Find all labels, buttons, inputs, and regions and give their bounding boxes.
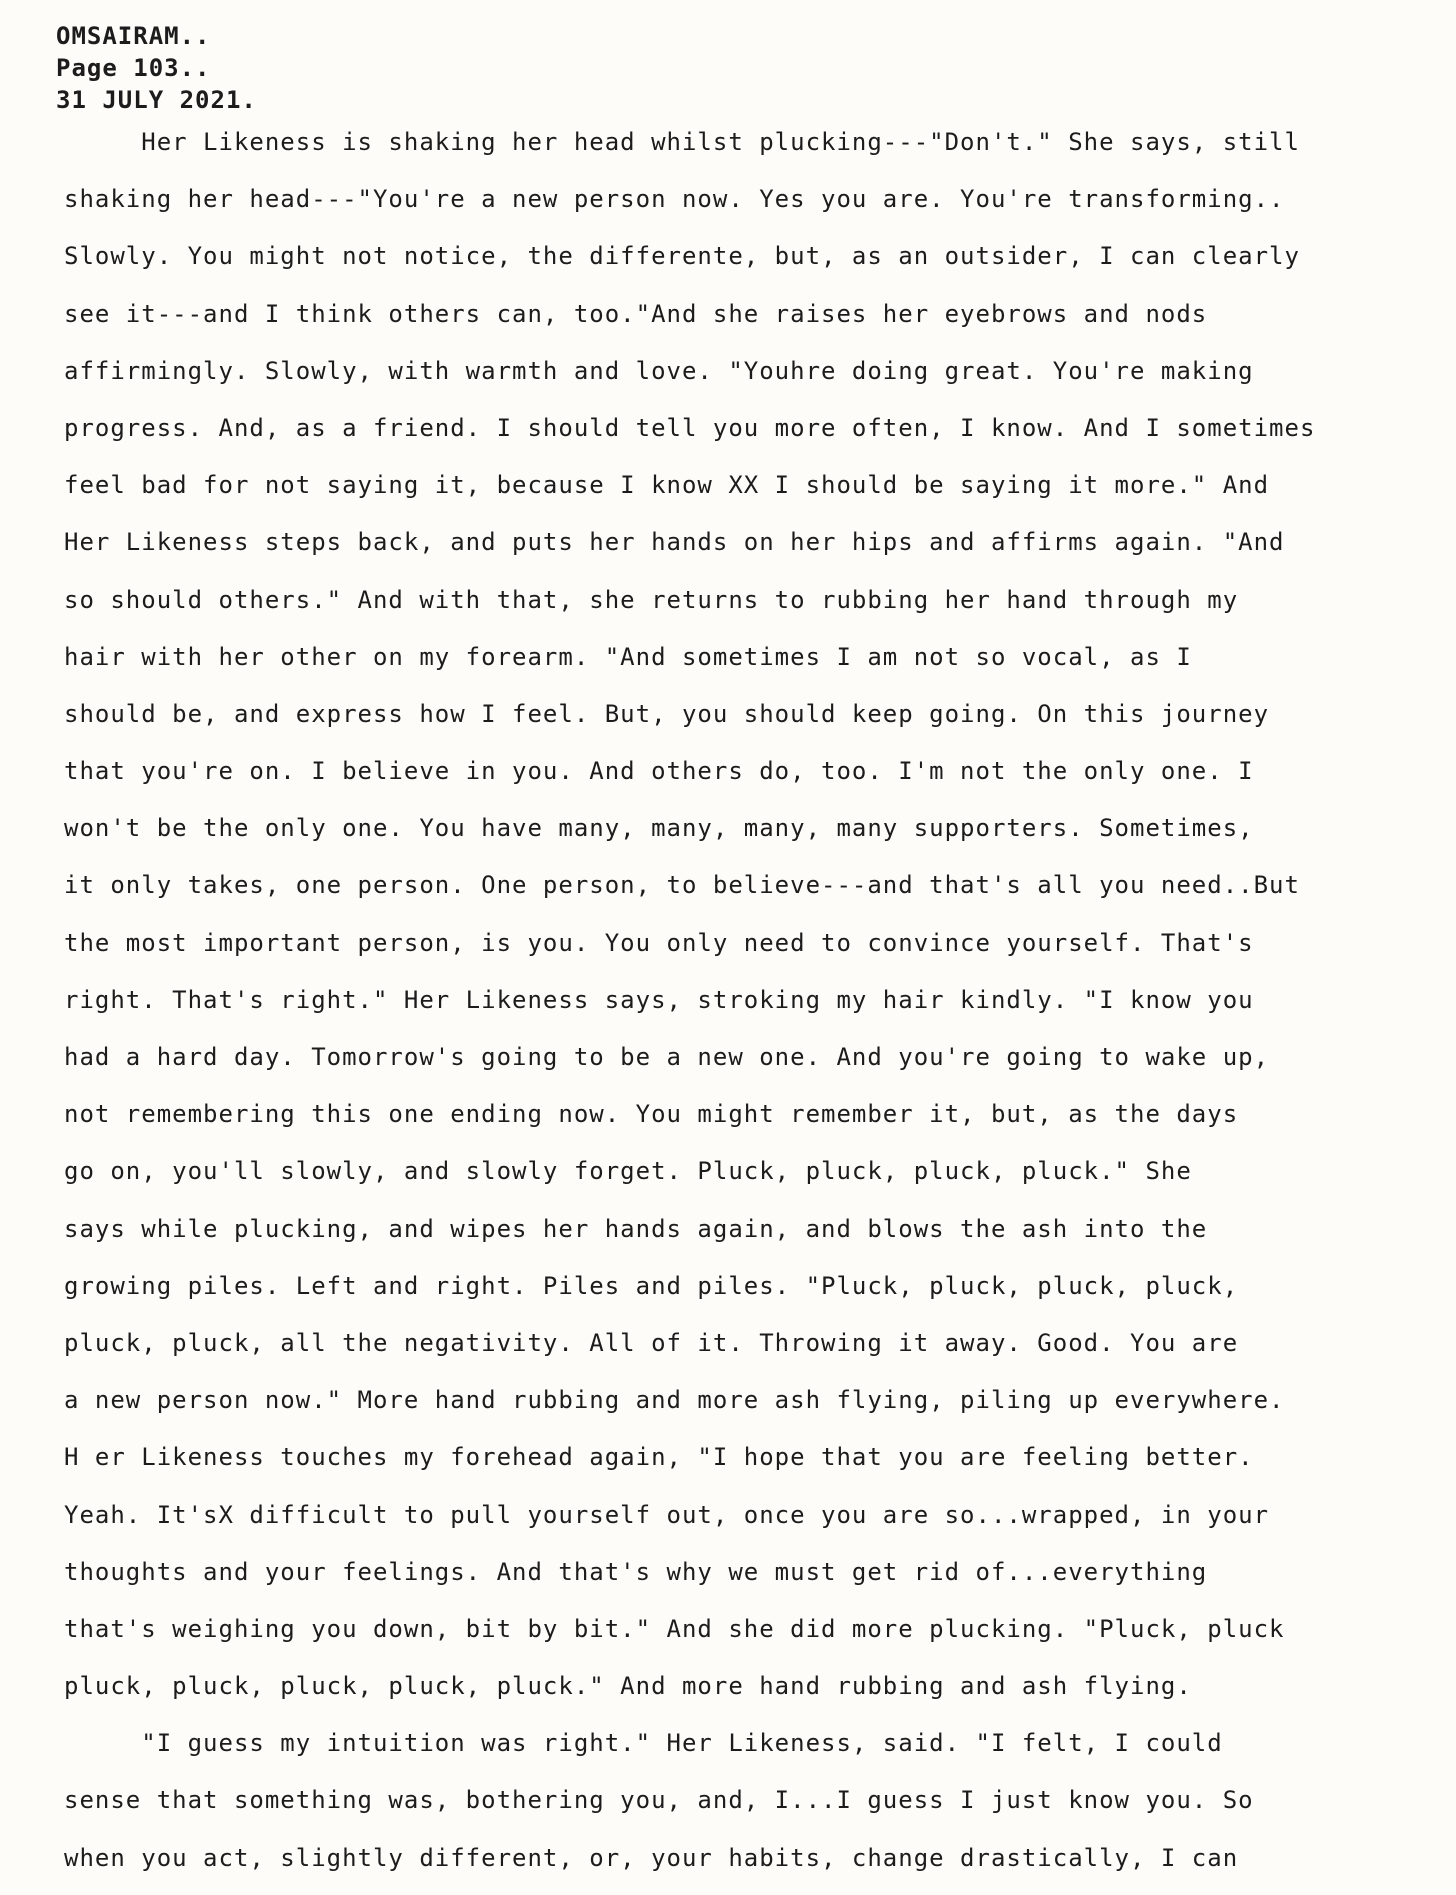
- text-line: feel bad for not saying it, because I know XX I should be saying it more." And: [64, 471, 1270, 500]
- text-line: so should others." And with that, she returns to rubbing her hand through my: [64, 585, 1239, 614]
- text-line: should be, and express how I feel. But, you should keep going. On this journey: [64, 699, 1270, 728]
- text-line: "I guess my intuition was right." Her Likeness, said. "I felt, I could: [64, 1729, 1223, 1758]
- text-line: see it---and I think others can, too."And she raises her eyebrows and nods: [64, 299, 1208, 328]
- text-line: Her Likeness is shaking her head whilst plucking---"Don't." She says, still: [64, 128, 1300, 156]
- page-number: Page 103..: [56, 54, 211, 82]
- text-line: that's weighing you down, bit by bit." And she did more plucking. "Pluck, pluck: [64, 1614, 1285, 1643]
- text-line: a new person now." More hand rubbing and more ash flying, piling up everywhere.: [64, 1386, 1285, 1415]
- text-line: not remembering this one ending now. You might remember it, but, as the days: [64, 1100, 1239, 1129]
- text-line: that you're on. I believe in you. And others do, too. I'm not the only one. I: [64, 757, 1254, 786]
- header-line-1: OMSAIRAM..: [56, 22, 211, 50]
- text-line: had a hard day. Tomorrow's going to be a new one. And you're going to wake up,: [64, 1043, 1270, 1071]
- text-line: hair with her other on my forearm. "And sometimes I am not so vocal, as I: [64, 642, 1192, 671]
- text-line: says while plucking, and wipes her hands again, and blows the ash into the: [64, 1214, 1208, 1243]
- text-line: thoughts and your feelings. And that's why we must get rid of...everything: [64, 1557, 1208, 1586]
- text-line: the most important person, is you. You only need to convince yourself. That's: [64, 928, 1254, 957]
- text-line: pluck, pluck, pluck, pluck, pluck." And more hand rubbing and ash flying.: [64, 1672, 1192, 1701]
- text-line: Yeah. It'sX difficult to pull yourself out, once you are so...wrapped, in your: [64, 1500, 1270, 1529]
- text-line: Slowly. You might not notice, the differente, but, as an outsider, I can clearly: [64, 242, 1300, 271]
- text-line: shaking her head---"You're a new person now. Yes you are. You're transforming..: [64, 185, 1285, 214]
- page-header: [56, 20, 257, 116]
- text-line: sense that something was, bothering you, and, I...I guess I just know you. So: [64, 1786, 1254, 1815]
- page-date: 31 JULY 2021.: [56, 86, 257, 114]
- text-line: right. That's right." Her Likeness says, stroking my hair kindly. "I know you: [64, 985, 1254, 1014]
- text-line: it only takes, one person. One person, to believe---and that's all you need..But: [64, 871, 1300, 900]
- text-line: Her Likeness steps back, and puts her hands on her hips and affirms again. "And: [64, 528, 1285, 557]
- text-line: growing piles. Left and right. Piles and piles. "Pluck, pluck, pluck, pluck,: [64, 1271, 1239, 1300]
- text-line: H er Likeness touches my forehead again, "I hope that you are feeling better.: [64, 1443, 1254, 1472]
- text-line: pluck, pluck, all the negativity. All of it. Throwing it away. Good. You are: [64, 1328, 1239, 1357]
- text-line: when you act, slightly different, or, your habits, change drastically, I can: [64, 1843, 1239, 1872]
- text-line: affirmingly. Slowly, with warmth and love. "Youhre doing great. You're making: [64, 356, 1254, 385]
- text-line: progress. And, as a friend. I should tell you more often, I know. And I sometimes: [64, 413, 1316, 442]
- text-line: won't be the only one. You have many, many, many, many supporters. Sometimes,: [64, 814, 1254, 843]
- text-line: go on, you'll slowly, and slowly forget. Pluck, pluck, pluck, pluck." She: [64, 1157, 1192, 1186]
- typed-body-text: [64, 122, 1454, 1895]
